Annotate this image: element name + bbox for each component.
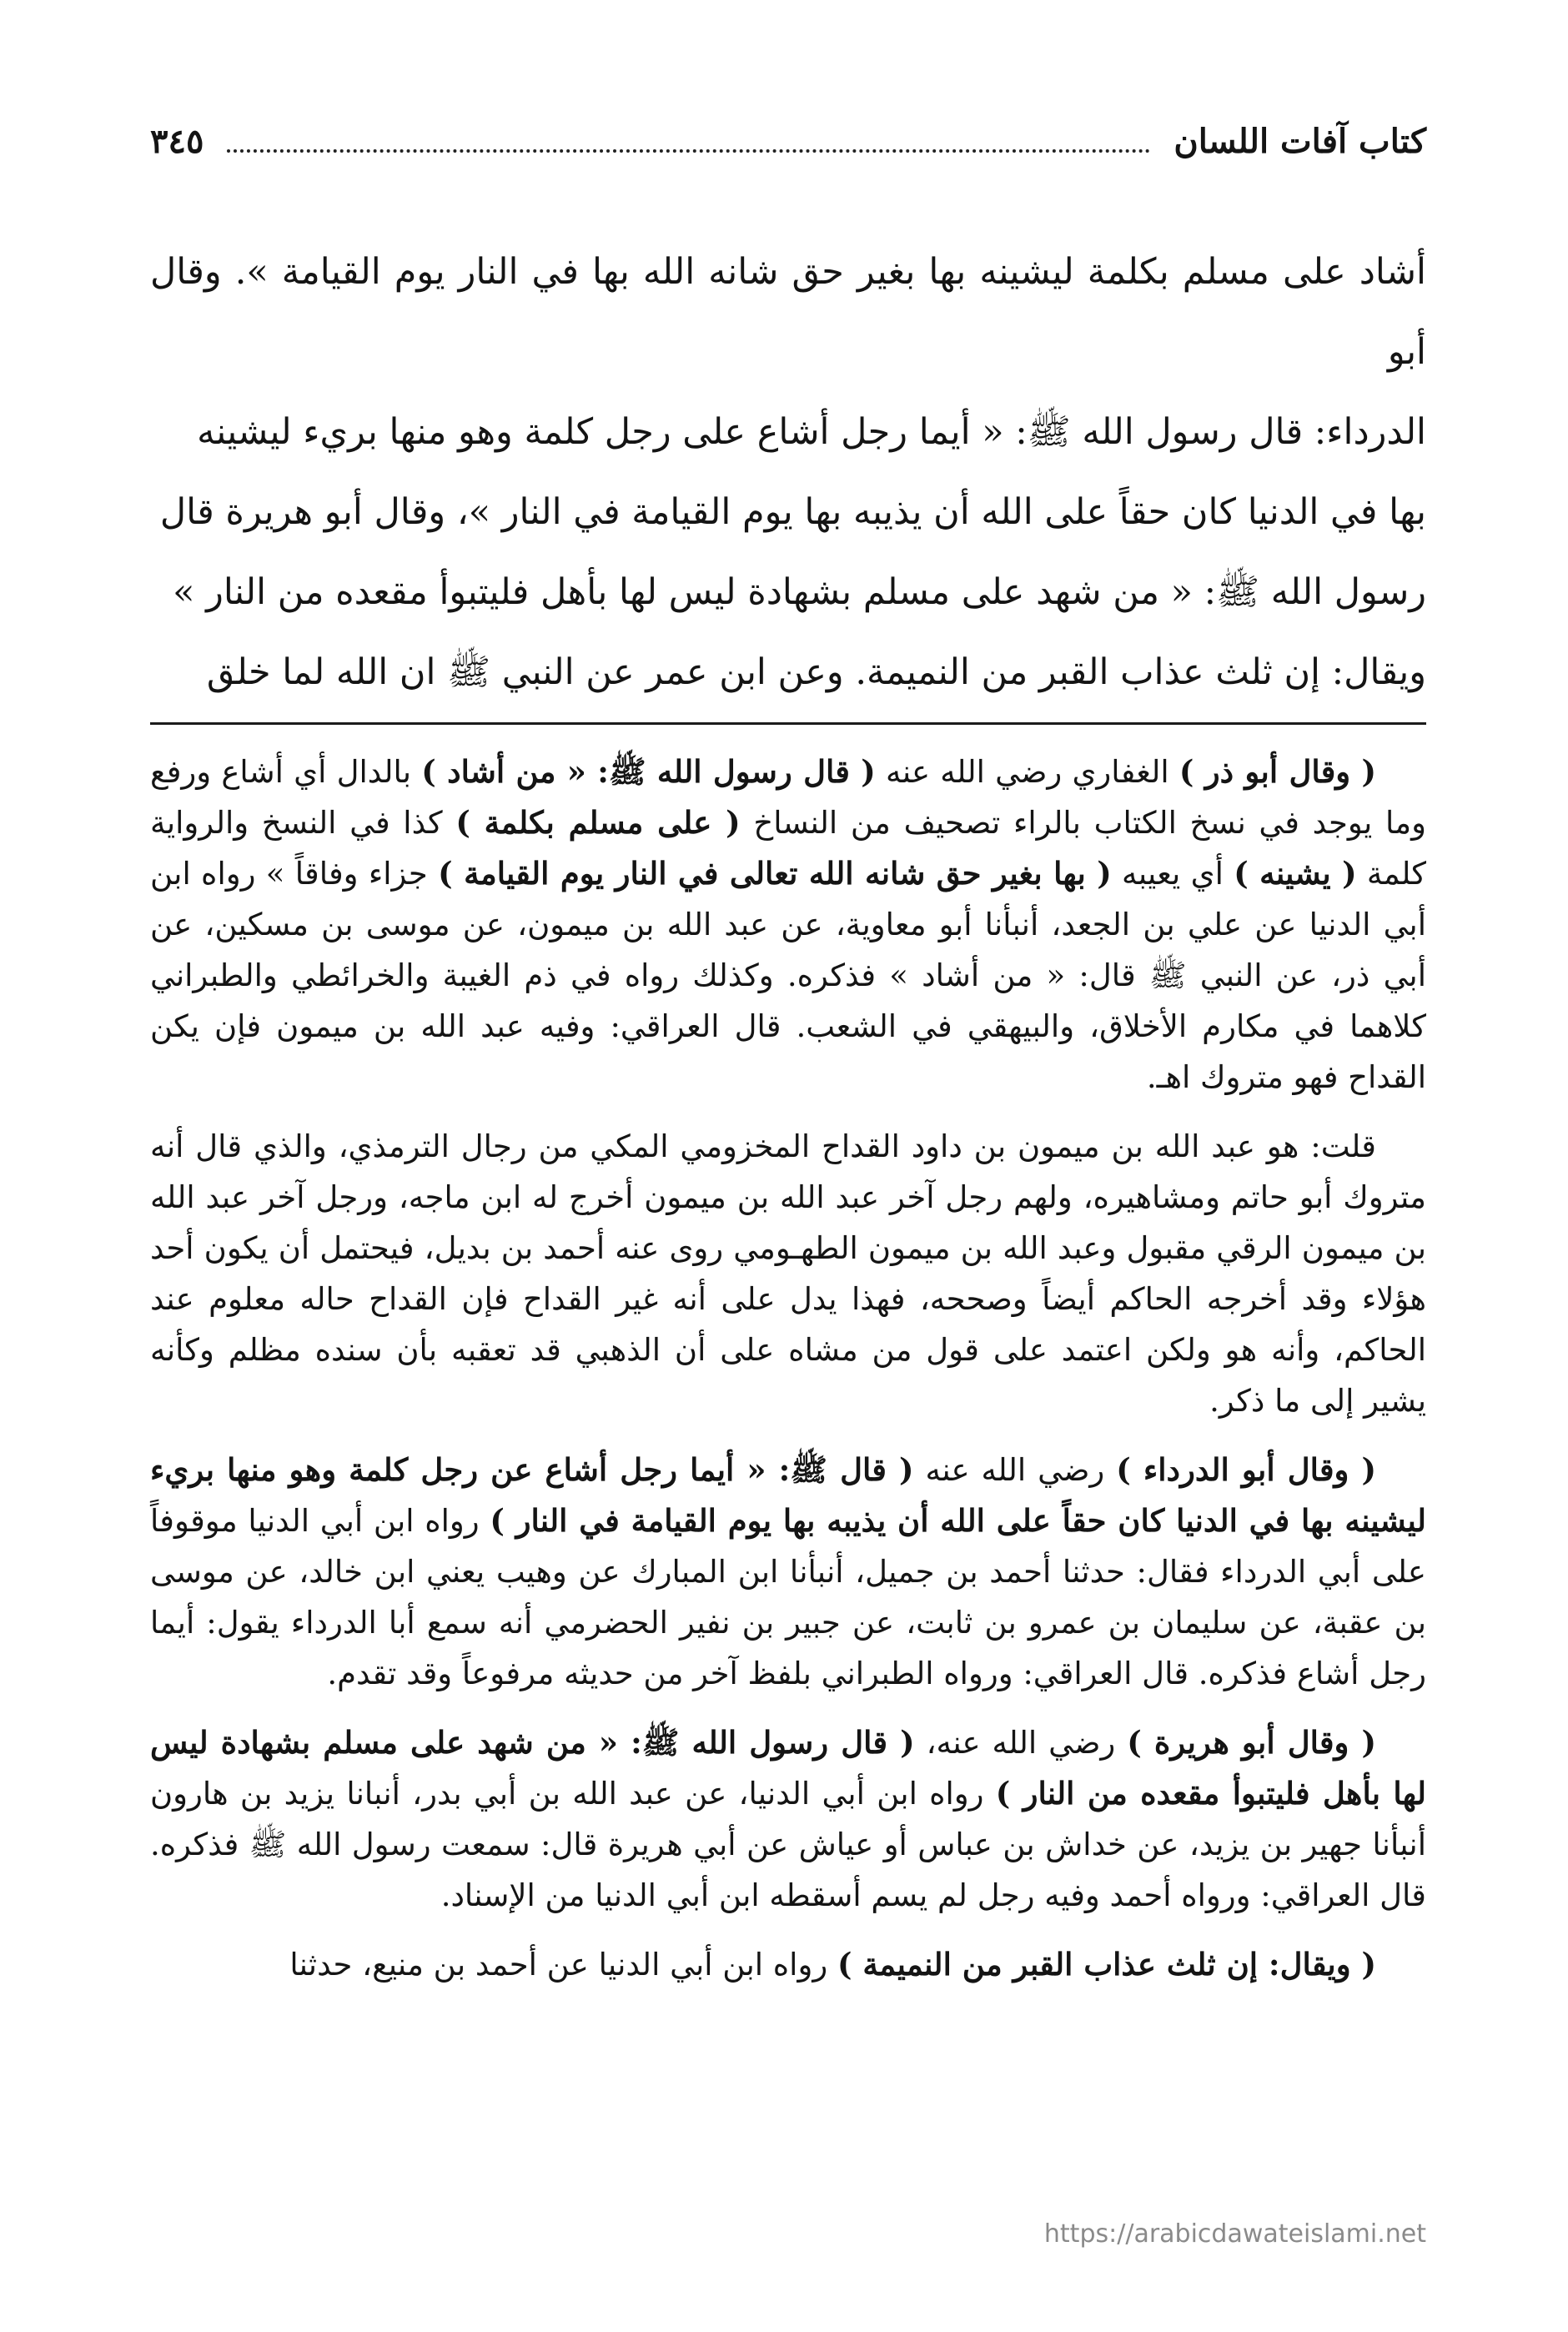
main-text-line: بها في الدنيا كان حقاً على الله أن يذيبه بها يوم القيامة في النار »، وقال أبو هريرة قال	[159, 491, 1426, 533]
quoted-text: ( يشينه )	[1234, 855, 1357, 892]
commentary-text: رضي الله عنه،	[914, 1725, 1128, 1761]
commentary-text: رضي الله عنه	[913, 1452, 1117, 1488]
commentary-text: رواه ابن أبي الدنيا عن أحمد بن منيع، حدثنا	[289, 1947, 837, 1983]
quoted-text: ( قال رسول الله ﷺ: « من شهد على مسلم بشهادة ليس لها بأهل فليتبوأ مقعده من النار )	[150, 1724, 1426, 1812]
quoted-text: ( قال ﷺ: « أيما رجل أشاع عن رجل كلمة وهو منها بريء ليشينه بها في الدنيا كان حقاً على الله أن يذيبه بها يوم القيامة في النار )	[150, 1451, 1426, 1539]
commentary-text: رواه ابن أبي الدنيا، عن عبد الله بن أبي بدر، أنبانا يزيد بن هارون أنبأنا جهير بن يزيد، عن خداش بن عباس أو عياش عن أبي هريرة قال: سمعت رسول الله ﷺ فذكره. قال العراقي: ورواه أحمد وفيه رجل لم يسم أسقطه ابن أبي الدنيا من الإسناد.	[150, 1776, 1426, 1913]
commentary-text: بالدال أي أشاع ورفع وما يوجد في نسخ الكتاب بالراء تصحيف من النساخ	[150, 754, 1426, 841]
main-text-line: رسول الله ﷺ: « من شهد على مسلم بشهادة ليس لها بأهل فليتبوأ مقعده من النار »	[173, 571, 1426, 613]
main-text	[150, 232, 1426, 712]
quoted-text: ( وقال أبو ذر )	[1179, 753, 1376, 790]
commentary-paragraph	[150, 1939, 1426, 1990]
commentary	[150, 746, 1426, 1990]
book-page	[150, 108, 1426, 2277]
running-header	[150, 108, 1426, 173]
main-text-line: الدرداء: قال رسول الله ﷺ: « أيما رجل أشاع على رجل كلمة وهو منها بريء ليشينه	[197, 411, 1426, 453]
main-text-line: أشاد على مسلم بكلمة ليشينه بها بغير حق شانه الله بها في النار يوم القيامة ». وقال أبو	[150, 251, 1426, 373]
section-divider	[150, 722, 1426, 725]
quoted-text: ( على مسلم بكلمة )	[455, 804, 741, 841]
commentary-text: جزاء وفاقاً » رواه ابن أبي الدنيا عن علي بن الجعد، أنبأنا أبو معاوية، عن عبد الله بن ميمون، عن موسى بن مسكين، عن أبي ذر، عن النبي ﷺ قال: « من أشاد » فذكره. وكذلك رواه في ذم الغيبة والخرائطي والطبراني كلاهما في مكارم الأخلاق، والبيهقي في الشعب. قال العراقي: وفيه عبد الله بن ميمون فإن يكن القداح فهو متروك اهـ.	[150, 856, 1426, 1095]
commentary-text: كذا في النسخ والرواية كلمة	[150, 805, 1427, 892]
quoted-text: ( ويقال: إن ثلث عذاب القبر من النميمة )	[837, 1946, 1376, 1983]
watermark-url: https://arabicdawateislami.net	[1043, 2219, 1426, 2249]
commentary-paragraph	[150, 1121, 1426, 1426]
main-text-line: ويقال: إن ثلث عذاب القبر من النميمة. وعن ابن عمر عن النبي ﷺ ان الله لما خلق	[206, 651, 1426, 693]
commentary-paragraph	[150, 1717, 1426, 1921]
quoted-text: ( بها بغير حق شانه الله تعالى في النار يوم القيامة )	[438, 855, 1112, 892]
book-title: كتاب آفات اللسان	[1173, 121, 1426, 161]
commentary-text: الغفاري رضي الله عنه	[875, 754, 1179, 790]
commentary-text: قلت: هو عبد الله بن ميمون بن داود القداح المخزومي المكي من رجال الترمذي، والذي قال أنه متروك أبو حاتم ومشاهيره، ولهم رجل آخر عبد الله بن ميمون أخرج له ابن ماجه، ورجل آخر عبد الله بن ميمون الرقي مقبول وعبد الله بن ميمون الطهـومي روى عنه أحمد بن بديل، فيحتمل أن يكون أحد هؤلاء وقد أخرجه الحاكم أيضاً وصححه، فهذا يدل على أنه غير القداح فإن القداح حاله معلوم عند الحاكم، وأنه هو ولكن اعتمد على قول من مشاه على أن الذهبي قد تعقبه بأن سنده مظلم وكأنه يشير إلى ما ذكر.	[150, 1128, 1426, 1419]
commentary-paragraph	[150, 1445, 1426, 1699]
commentary-text: أي يعيبه	[1111, 856, 1234, 892]
commentary-paragraph	[150, 746, 1426, 1103]
commentary-text: رواه ابن أبي الدنيا موقوفاً على أبي الدرداء فقال: حدثنا أحمد بن جميل، أنبأنا ابن المبارك عن وهيب يعني ابن خالد، عن موسى بن عقبة، عن سليمان بن عمرو بن ثابت، عن جبير بن نفير الحضرمي أنه سمع أبا الدرداء يقول: أيما رجل أشاع فذكره. قال العراقي: ورواه الطبراني بلفظ آخر من حديثه مرفوعاً وقد تقدم.	[150, 1503, 1426, 1691]
page-number: ٣٤٥	[150, 121, 204, 161]
header-dotted-leader	[227, 149, 1150, 153]
quoted-text: ( وقال أبو هريرة )	[1127, 1724, 1376, 1761]
quoted-text: ( قال رسول الله ﷺ: « من أشاد )	[421, 753, 876, 790]
quoted-text: ( وقال أبو الدرداء )	[1116, 1451, 1377, 1488]
